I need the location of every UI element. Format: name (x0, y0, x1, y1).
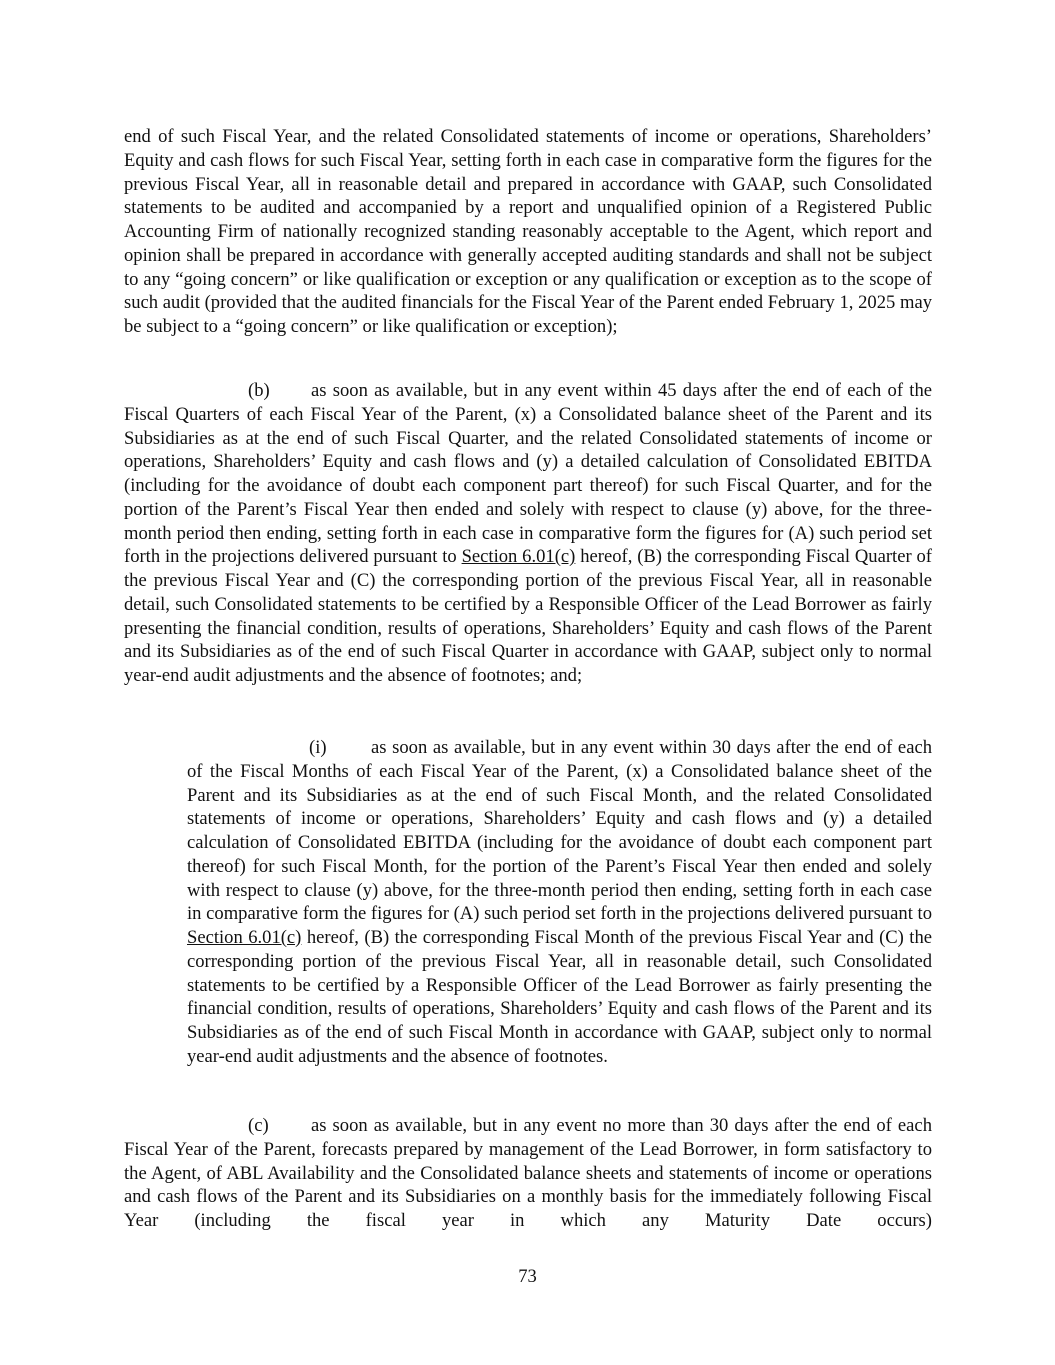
paragraph-i-text-1: as soon as available, but in any event within 30 days after the end of each of the Fiscal Months of each Fiscal Year of the Parent, (x) a Consolidated balance sheet of the Parent and its Subsidiaries as at the end of such Fiscal Month, and the related Consolidated statements of income or operations, Shareholders’ Equity and cash flows and (y) a detailed calculation of Consolidated EBITDA (including for the avoidance of doubt each component part thereof) for such Fiscal Month, for the portion of the Parent’s Fiscal Year then ended and solely with respect to clause (y) above, for the three-month period then ending, setting forth in each case in comparative form the figures for (A) such period set forth in the projections delivered pursuant to (187, 737, 932, 925)
paragraph-b-text-2: hereof, (B) the corresponding Fiscal Quarter of the previous Fiscal Year and (C) the corresponding portion of the previous Fiscal Year, all in reasonable detail, such Consolidated statements to be certified by a Responsible Officer of the Lead Borrower as fairly presenting the financial condition, results of operations, Shareholders’ Equity and cash flows of the Parent and its Subsidiaries as of the end of such Fiscal Quarter in accordance with GAAP, subject only to normal year-end audit adjustments and the absence of footnotes; and; (124, 546, 932, 686)
section-reference-link: Section 6.01(c) (461, 546, 576, 568)
paragraph-a-continuation (124, 125, 932, 339)
paragraph-a-text: end of such Fiscal Year, and the related Consolidated statements of income or operations, Shareholders’ Equity and cash flows for such Fiscal Year, setting forth in each case in comparative form the figures for the previous Fiscal Year, all in reasonable detail and prepared in accordance with GAAP, such Consolidated statements to be audited and accompanied by a report and unqualified opinion of a Registered Public Accounting Firm of nationally recognized standing reasonably acceptable to the Agent, which report and opinion shall be prepared in accordance with generally accepted auditing standards and shall not be subject to any “going concern” or like qualification or exception or any qualification or exception as to the scope of such audit (provided that the audited financials for the Fiscal Year of the Parent ended February 1, 2025 may be subject to a “going concern” or like qualification or exception); (124, 126, 932, 337)
paragraph-i-text-2: hereof, (B) the corresponding Fiscal Month of the previous Fiscal Year and (C) the corresponding portion of the previous Fiscal Year, all in reasonable detail, such Consolidated statements to be certified by a Responsible Officer of the Lead Borrower as fairly presenting the financial condition, results of operations, Shareholders’ Equity and cash flows of the Parent and its Subsidiaries as of the end of such Fiscal Month in accordance with GAAP, subject only to normal year-end audit adjustments and the absence of footnotes. (187, 927, 932, 1067)
paragraph-b (124, 379, 932, 688)
paragraph-b-label: (b) (248, 380, 270, 401)
section-reference-link: Section 6.01(c) (187, 927, 302, 948)
paragraph-c (124, 1114, 932, 1233)
paragraph-c-text: as soon as available, but in any event no more than 30 days after the end of each Fiscal Year of the Parent, forecasts prepared by management of the Lead Borrower, in form satisfactory to the Agent, of ABL Availability and the Consolidated balance sheets and statements of income or operations and cash flows of the Parent and its Subsidiaries on a monthly basis for the immediately following Fiscal Year (including the fiscal year in which any Maturity Date occurs) (124, 1115, 932, 1231)
paragraph-c-label: (c) (248, 1115, 269, 1136)
paragraph-i (187, 736, 932, 1069)
paragraph-i-label: (i) (309, 737, 327, 758)
paragraph-b-text-1: as soon as available, but in any event within 45 days after the end of each of the Fiscal Quarters of each Fiscal Year of the Parent, (x) a Consolidated balance sheet of the Parent and its Subsidiaries as at the end of such Fiscal Quarter, and the related Consolidated statements of income or operations, Shareholders’ Equity and cash flows and (y) a detailed calculation of Consolidated EBITDA (including for the avoidance of doubt each component part thereof) for such Fiscal Quarter, and for the portion of the Parent’s Fiscal Year then ended and solely with respect to clause (y) above, for the three-month period then ending, setting forth in each case in comparative form the figures for (A) such period set forth in the projections delivered pursuant to (124, 380, 932, 568)
page-number: 73 (518, 1266, 537, 1287)
